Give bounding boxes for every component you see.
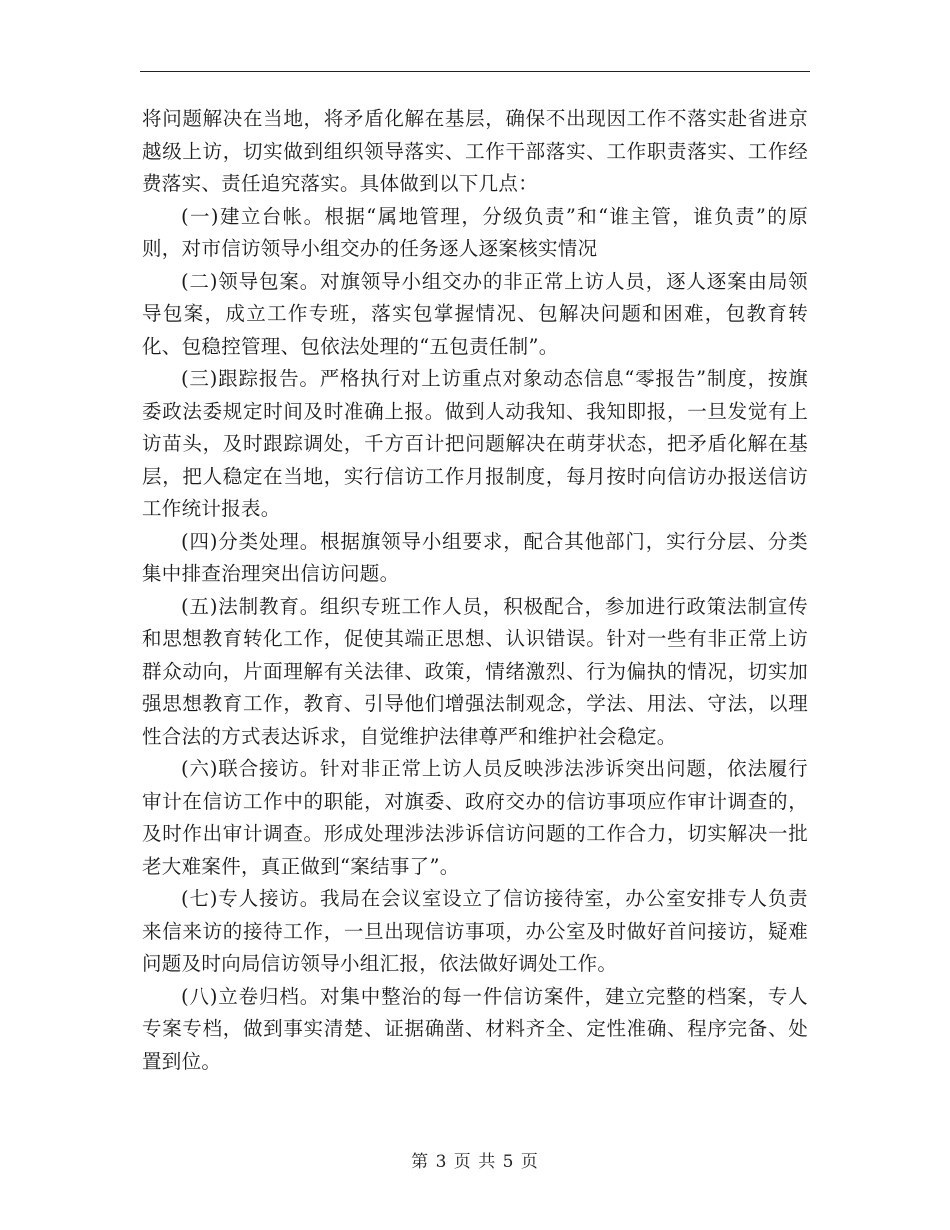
paragraph-item-2: (二)领导包案。对旗领导小组交办的非正常上访人员，逐人逐案由局领导包案，成立工作专班，落实包掌握情况、包解决问题和困难，包教育转化、包稳控管理、包依法处理的“五包责任制”。	[142, 269, 808, 358]
paragraph-intro: 将问题解决在当地，将矛盾化解在基层，确保不出现因工作不落实赴省进京越级上访，切实做到组织领导落实、工作干部落实、工作职责落实、工作经费落实、责任追究落实。具体做到以下几点：	[142, 107, 808, 195]
header-rule	[140, 71, 810, 72]
paragraph-item-8: (八)立卷归档。对集中整治的每一件信访案件，建立完整的档案，专人专案专档，做到事实清楚、证据确凿、材料齐全、定性准确、程序完备、处置到位。	[142, 984, 808, 1073]
paragraph-item-5: (五)法制教育。组织专班工作人员，积极配合，参加进行政策法制宣传和思想教育转化工作，促使其端正思想、认识错误。针对一些有非正常上访群众动向，片面理解有关法律、政策，情绪激烈、行为偏执的情况，切实加强思想教育工作，教育、引导他们增强法制观念，学法、用法、守法，以理性合法的方式表达诉求，自觉维护法律尊严和维护社会稳定。	[142, 594, 808, 748]
paragraph-item-4: (四)分类处理。根据旗领导小组要求，配合其他部门，实行分层、分类集中排查治理突出信访问题。	[142, 529, 808, 585]
page-number-footer: 第 3 页 共 5 页	[411, 1152, 539, 1172]
paragraph-item-1: (一)建立台帐。根据“属地管理，分级负责”和“谁主管，谁负责”的原则，对市信访领导小组交办的任务逐人逐案核实情况	[142, 204, 808, 260]
paragraph-item-6: (六)联合接访。针对非正常上访人员反映涉法涉诉突出问题，依法履行审计在信访工作中的职能，对旗委、政府交办的信访事项应作审计调查的，及时作出审计调查。形成处理涉法涉诉信访问题的工作合力，切实解决一批老大难案件，真正做到“案结事了”。	[142, 757, 808, 878]
body-text	[142, 103, 808, 1078]
paragraph-item-3: (三)跟踪报告。严格执行对上访重点对象动态信息“零报告”制度，按旗委政法委规定时间及时准确上报。做到人动我知、我知即报，一旦发觉有上访苗头，及时跟踪调处，千方百计把问题解决在萌芽状态，把矛盾化解在基层，把人稳定在当地，实行信访工作月报制度，每月按时向信访办报送信访工作统计报表。	[142, 367, 808, 520]
paragraph-item-7: (七)专人接访。我局在会议室设立了信访接待室，办公室安排专人负责来信来访的接待工作，一旦出现信访事项，办公室及时做好首问接访，疑难问题及时向局信访领导小组汇报，依法做好调处工作。	[142, 887, 808, 975]
